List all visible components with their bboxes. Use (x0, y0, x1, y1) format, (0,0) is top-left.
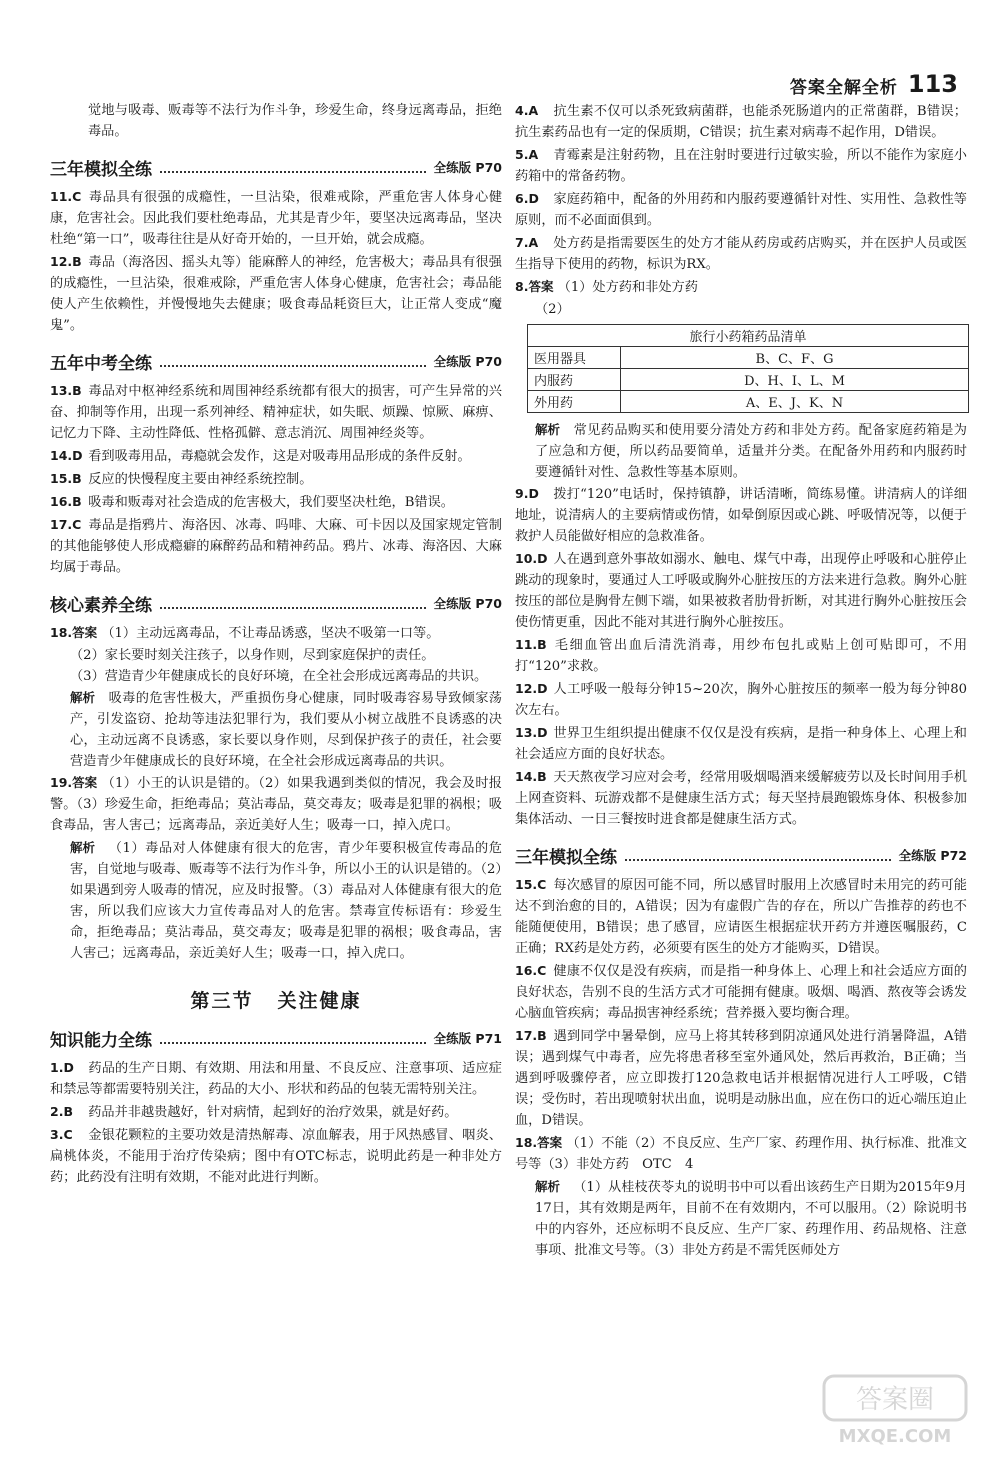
answer-label: 15.C (515, 877, 547, 892)
section-leader-dots (160, 597, 426, 609)
page-header (790, 58, 958, 98)
table-cell-items: B、C、F、G (621, 347, 969, 369)
answer-label: 11.B (515, 637, 547, 652)
answer-label: 4.A (515, 103, 539, 118)
analysis-text (50, 837, 502, 964)
answer-label: 18.答案 (50, 625, 98, 640)
answer-text: （1）处方药和非处方药 (557, 280, 698, 295)
answer-label: 3.C (50, 1127, 73, 1142)
analysis-body: （1）从桂枝茯苓丸的说明书中可以看出该药生产日期为2015年9月17日，其有效期是两年，目前不在有效期内，不可以服用。（2）除说明书中的内容外，还应标明不良反应、生产厂家、药理作用、药品规格、注意事项、批准文号等。（3）非处方药是不需凭医师处方 (535, 1180, 967, 1258)
left-column (50, 100, 502, 1189)
answer-text: 毒品具有很强的成瘾性，一旦沾染，很难戒除，严重危害人体身心健康，危害社会。因此我们要杜绝毒品，尤其是青少年，要坚决远离毒品，坚决杜绝“第一口”，吸毒往往是从好奇开始的，一旦开始，就会成瘾。 (50, 190, 503, 247)
answer-item (50, 445, 502, 467)
section-header (50, 350, 502, 372)
answer-item (50, 251, 502, 336)
analysis-text (515, 419, 967, 483)
answer-item (515, 548, 967, 633)
section-header (50, 1027, 502, 1049)
answer-label: 13.D (515, 725, 548, 740)
answer-item (50, 380, 502, 444)
answer-item (50, 186, 502, 250)
analysis-label: 解析 (70, 840, 96, 855)
answer-text: 每次感冒的原因可能不同，所以感冒时服用上次感冒时未用完的药可能达不到治愈的目的，A错误；因为有虚假广告的存在，所以广告推荐的药也不能随便使用，B错误；患了感冒，应请医生根据症状开药方并遵医嘱服药，C正确；RX药是处方药，必须要有医生的处方才能购买，D错误。 (515, 878, 967, 956)
answer-text: 遇到同学中暑晕倒，应马上将其转移到阴凉通风处进行消暑降温，A错误；遇到煤气中毒者，应先将患者移至室外通风处，然后再救治，B正确；当遇到呼吸骤停者，应立即拨打120急救电话并根据情况进行人工呼吸，C错误；受伤时，若出现喷射状出血，说明是动脉出血，应在伤口的近心端压迫止血，D错误。 (515, 1029, 967, 1128)
section-leader-dots (625, 849, 891, 861)
answer-text: 毒品是指鸦片、海洛因、冰毒、吗啡、大麻、可卡因以及国家规定管制的其他能够使人形成瘾癖的麻醉药品和精神药品。鸦片、冰毒、海洛因、大麻均属于毒品。 (50, 518, 502, 575)
page-number: 113 (907, 70, 958, 98)
answer-item (515, 1025, 967, 1131)
section-title: 知识能力全练 (50, 1030, 152, 1051)
answer-text: 金银花颗粒的主要功效是清热解毒、凉血解表，用于风热感冒、咽炎、扁桃体炎，不能用于治疗传染病；图中有OTC标志，说明此药是一种非处方药；此药没有注明有效期，不能对此进行判断。 (50, 1128, 502, 1185)
medicine-kit-table (527, 324, 969, 413)
section-title: 核心素养全练 (50, 595, 152, 616)
table-cell-category: 医用器具 (528, 347, 621, 369)
answer-text: （3）营造青少年健康成长的良好环境，在全社会形成远离毒品的共识。 (70, 669, 488, 684)
section-leader-dots (160, 355, 426, 367)
right-column (515, 100, 967, 1261)
watermark-url: MXQE.COM (838, 1426, 952, 1447)
section-leader-dots (160, 161, 426, 173)
table-cell-category: 内服药 (528, 369, 621, 391)
answer-text: 青霉素是注射药物，且在注射时要进行过敏实验，所以不能作为家庭小药箱中的常备药物。 (515, 148, 967, 184)
answer-label: 13.B (50, 383, 82, 398)
section-header (515, 844, 967, 866)
analysis-body: （1）毒品对人体健康有很大的危害，青少年要积极宣传毒品的危害，自觉地与吸毒、贩毒等不法行为作斗争，所以小王的认识是错的。（2）如果遇到旁人吸毒的情况，应及时报警。（3）毒品对人体健康有很大的危害，所以我们应该大力宣传毒品对人的危害。禁毒宣传标语有：珍爱生命，拒绝毒品；莫沾毒品，莫交毒友；吸毒是犯罪的祸根；吸食毒品，害人害己；远离毒品，亲近美好人生；吸毒一口，掉入虎口。 (70, 841, 502, 961)
analysis-label: 解析 (535, 1179, 561, 1194)
analysis-body: 吸毒的危害性极大，严重损伤身心健康，同时吸毒容易导致倾家荡产，引发盗窃、抢劫等违法犯罪行为，我们要从小树立战胜不良诱惑的决心，主动远离不良诱惑，家长要以身作则，尽到保护孩子的责任，社会要营造青少年健康成长的良好环境，在全社会形成远离毒品的共识。 (70, 691, 502, 769)
answer-item (515, 722, 967, 765)
answer-text: 处方药是指需要医生的处方才能从药房或药店购买，并在医护人员或医生指导下使用的药物，标识为RX。 (515, 236, 967, 272)
answer-text: 毛细血管出血后清洗消毒，用纱布包扎或贴上创可贴即可，不用打“120”求救。 (515, 638, 968, 674)
answer-text: 天天熬夜学习应对会考，经常用吸烟喝酒来缓解疲劳以及长时间用手机上网查资料、玩游戏都不是健康生活方式；每天坚持晨跑锻炼身体、积极参加集体活动、一日三餐按时进食都是健康生活方式。 (515, 770, 967, 827)
table-cell-category: 外用药 (528, 391, 621, 413)
answer-text: 世界卫生组织提出健康不仅仅是没有疾病，是指一种身体上、心理上和社会适应方面的良好状态。 (515, 726, 967, 762)
table-cell-items: D、H、I、L、M (621, 369, 969, 391)
table-row (528, 369, 969, 391)
table-cell-items: A、E、J、K、N (621, 391, 969, 413)
answer-label: 15.B (50, 471, 82, 486)
chapter-heading (50, 986, 502, 1013)
watermark-text: 答案圈 (855, 1385, 935, 1415)
answer-text: 拨打“120”电话时，保持镇静，讲话清晰，简练易懂。讲清病人的详细地址，说清病人的主要病情或伤情，如晕倒原因或心跳、呼吸情况等，以便于救护人员能做好相应的急救准备。 (515, 487, 967, 544)
answer-item (50, 1101, 502, 1123)
table-caption: 旅行小药箱药品清单 (528, 325, 969, 347)
section-ref: 全练版 P70 (433, 596, 502, 611)
answer-text: 药品并非越贵越好，针对病情，起到好的治疗效果，就是好药。 (88, 1105, 458, 1120)
section-ref: 全练版 P72 (898, 848, 967, 863)
answer-item (515, 634, 967, 677)
answer-item (50, 1124, 502, 1188)
answer-text: 吸毒和贩毒对社会造成的危害极大，我们要坚决杜绝，B错误。 (88, 495, 454, 510)
answer-text: （2） (535, 302, 570, 317)
section-ref: 全练版 P70 (433, 354, 502, 369)
section-header (50, 156, 502, 178)
answer-item (515, 960, 967, 1024)
analysis-text (515, 1176, 967, 1261)
answer-item (515, 276, 967, 298)
answer-text: 药品的生产日期、有效期、用法和用量、不良反应、注意事项、适应症和禁忌等都需要特别关注，药品的大小、形状和药品的包装无需特别关注。 (50, 1061, 502, 1097)
answer-label: 11.C (50, 189, 82, 204)
answer-label: 16.C (515, 963, 547, 978)
answer-label: 19.答案 (50, 775, 98, 790)
answer-item (50, 468, 502, 490)
answer-text: 人在遇到意外事故如溺水、触电、煤气中毒，出现停止呼吸和心脏停止跳动的现象时，要通过人工呼吸或胸外心脏按压的方法来进行急救。胸外心脏按压的部位是胸骨左侧下端，如果被救者肋骨折断，对其进行胸外心脏按压会使伤情更重，因此不能对其进行胸外心脏按压。 (515, 552, 967, 630)
answer-label: 1.D (50, 1060, 74, 1075)
analysis-label: 解析 (70, 690, 96, 705)
chapter-number: 第三节 (190, 990, 254, 1012)
answer-text: （2）家长要时刻关注孩子，以身作则，尽到家庭保护的责任。 (70, 648, 435, 663)
answer-text: 毒品（海洛因、摇头丸等）能麻醉人的神经，危害极大；毒品具有很强的成瘾性，一旦沾染，很难戒除，严重危害人体身心健康，危害社会；毒品能使人产生依赖性，并慢慢地失去健康；吸食毒品耗资巨大，让正常人变成“魔鬼”。 (50, 255, 502, 333)
answer-label: 8.答案 (515, 279, 554, 294)
section-leader-dots (160, 1032, 426, 1044)
chapter-name: 关注健康 (277, 990, 362, 1012)
answer-text: 家庭药箱中，配备的外用药和内服药要遵循针对性、实用性、急救性等原则，而不必面面俱到。 (515, 192, 967, 228)
answer-text: 反应的快慢程度主要由神经系统控制。 (88, 472, 313, 487)
table-row (528, 391, 969, 413)
answer-label: 10.D (515, 551, 548, 566)
header-title: 答案全解全析 (789, 78, 898, 98)
answer-item (515, 232, 967, 275)
answer-item (50, 491, 502, 513)
section-ref: 全练版 P70 (433, 160, 502, 175)
answer-text: （1）不能（2）不良反应、生产厂家、药理作用、执行标准、批准文号等（3）非处方药 OTC 4 (515, 1136, 967, 1172)
answer-label: 2.B (50, 1104, 73, 1119)
answer-text: 毒品对中枢神经系统和周围神经系统都有很大的损害，可产生异常的兴奋、抑制等作用，出现一系列神经、精神症状，如失眠、烦躁、惊厥、麻痹、记忆力下降、主动性降低、性格孤僻、意志消沉、周围神经炎等。 (50, 384, 502, 441)
answer-item (515, 188, 967, 231)
answer-text: （1）主动远离毒品，不让毒品诱惑，坚决不吸第一口等。 (101, 626, 440, 641)
answer-item (515, 144, 967, 187)
section-header (50, 592, 502, 614)
section-title: 五年中考全练 (50, 353, 152, 374)
table-row (528, 347, 969, 369)
answer-label: 14.D (50, 448, 83, 463)
watermark-logo (820, 1370, 970, 1450)
answer-label: 14.B (515, 769, 547, 784)
section-ref: 全练版 P71 (433, 1031, 502, 1046)
answer-label: 12.D (515, 681, 548, 696)
answer-item (50, 514, 502, 578)
answer-label: 7.A (515, 235, 539, 250)
analysis-text (50, 687, 502, 772)
answer-label: 6.D (515, 191, 539, 206)
answer-item (515, 483, 967, 547)
answer-item (50, 1057, 502, 1100)
answer-item (515, 1132, 967, 1175)
answer-label: 12.B (50, 254, 82, 269)
answer-label: 17.C (50, 517, 82, 532)
answer-item (50, 772, 502, 836)
answer-item (515, 766, 967, 830)
section-title: 三年模拟全练 (515, 847, 617, 868)
answer-label: 17.B (515, 1028, 547, 1043)
analysis-body: 常见药品购买和使用要分清处方药和非处方药。配备家庭药箱是为了应急和方便，所以药品要简单，适量并分类。在配备外用药和内服药时要遵循针对性、急救性等基本原则。 (535, 423, 967, 480)
table-caption-row (528, 325, 969, 347)
answer-text: 人工呼吸一般每分钟15~20次，胸外心脏按压的频率一般为每分钟80次左右。 (515, 682, 968, 718)
analysis-label: 解析 (535, 422, 561, 437)
intro-text: 觉地与吸毒、贩毒等不法行为作斗争，珍爱生命，终身远离毒品，拒绝毒品。 (88, 103, 502, 139)
section-title: 三年模拟全练 (50, 159, 152, 180)
answer-label: 9.D (515, 486, 539, 501)
answer-item (50, 622, 502, 644)
answer-label: 18.答案 (515, 1135, 563, 1150)
answer-label: 16.B (50, 494, 82, 509)
answer-label: 5.A (515, 147, 539, 162)
answer-item (515, 100, 967, 143)
answer-item (515, 678, 967, 721)
answer-text: （1）小王的认识是错的。（2）如果我遇到类似的情况，我会及时报警。（3）珍爱生命，拒绝毒品；莫沾毒品，莫交毒友；吸毒是犯罪的祸根；吸食毒品，害人害己；远离毒品，亲近美好人生；吸毒一口，掉入虎口。 (50, 776, 502, 833)
answer-text: 抗生素不仅可以杀死致病菌群，也能杀死肠道内的正常菌群，B错误；抗生素药品也有一定的保质期，C错误；抗生素对病毒不起作用，D错误。 (515, 104, 967, 140)
answer-item (515, 874, 967, 959)
answer-text: 健康不仅仅是没有疾病，而是指一种身体上、心理上和社会适应方面的良好状态，告别不良的生活方式才可能拥有健康。吸烟、喝酒、熬夜等会诱发心脑血管疾病；毒品损害神经系统；营养摄入要均衡合理。 (515, 964, 967, 1021)
answer-text: 看到吸毒用品，毒瘾就会发作，这是对吸毒用品形成的条件反射。 (88, 449, 471, 464)
